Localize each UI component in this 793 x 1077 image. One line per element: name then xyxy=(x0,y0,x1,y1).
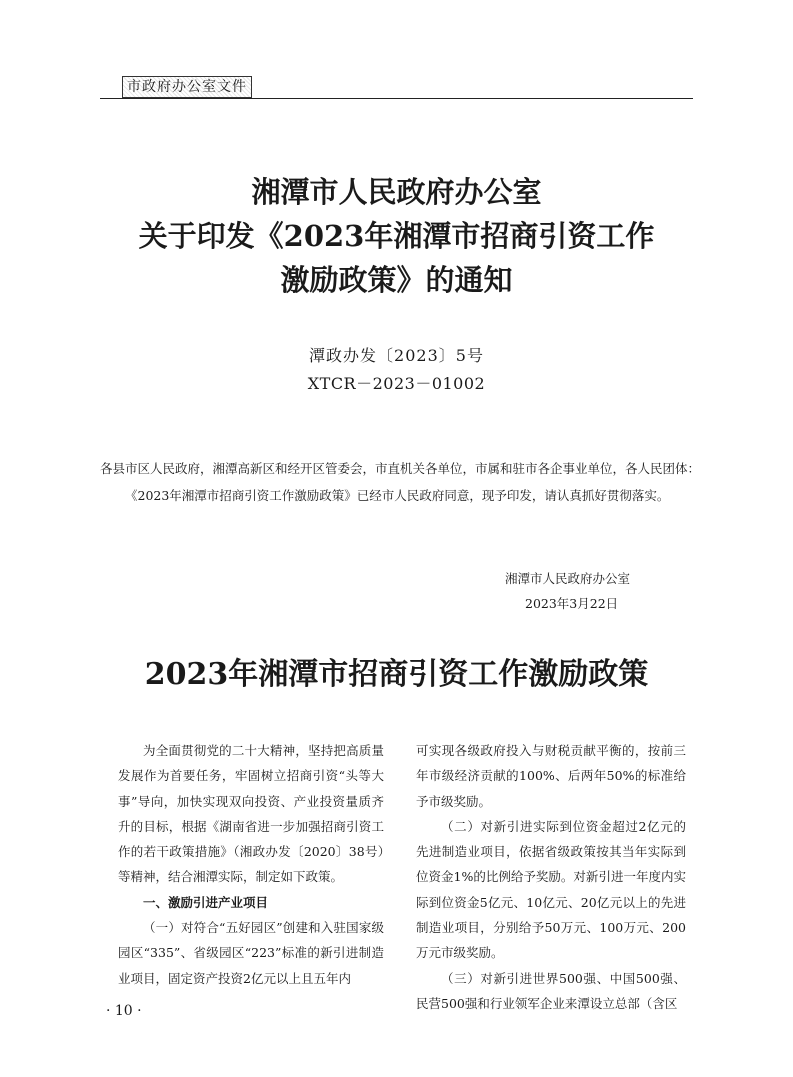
notice-body xyxy=(100,455,700,509)
recipients-list: 各县市区人民政府，湘潭高新区和经开区管委会，市直机关各单位，市属和驻市各企事业单位，各人民团体： xyxy=(100,461,701,476)
policy-item-2: （二）对新引进实际到位资金超过2亿元的先进制造业项目，依据省级政策按其当年实际到位资金1%的比例给予奖励。对新引进一年度内实际到位资金5亿元、10亿元、20亿元以上的先进制造业项目，分别给予50万元、100万元、200万元市级奖励。 xyxy=(416,818,686,961)
policy-column-left xyxy=(118,738,384,991)
document-section-tag: 市政府办公室文件 xyxy=(122,76,252,98)
page-number: · 10 · xyxy=(106,1003,142,1019)
registration-number: XTCR－2023－01002 xyxy=(307,374,486,393)
policy-item-3: （三）对新引进世界500强、中国500强、民营500强和行业领军企业来潭设立总部（含区 xyxy=(416,970,686,1011)
header-rule xyxy=(100,98,693,99)
notice-title xyxy=(100,170,693,302)
issuer-signature: 湘潭市人民政府办公室 xyxy=(505,571,631,586)
section-heading: 一、激励引进产业项目 xyxy=(143,894,269,910)
policy-item-1-part-2: 可实现各级政府投入与财税贡献平衡的，按前三年市级经济贡献的100%、后两年50%的标准给予市级奖励。 xyxy=(416,743,686,809)
notice-title-line-1: 湘潭市人民政府办公室 xyxy=(251,175,542,209)
policy-column-right xyxy=(416,738,686,1016)
policy-item-1-part-1: （一）对符合“五好园区”创建和入驻国家级园区“335”、省级园区“223”标准的新引进制造业项目，固定资产投资2亿元以上且五年内 xyxy=(118,920,384,986)
notice-title-line-2: 关于印发《2023年湘潭市招商引资工作 xyxy=(138,219,655,253)
policy-intro: 为全面贯彻党的二十大精神，坚持把高质量发展作为首要任务，牢固树立招商引资“头等大事”导向，加快实现双向投资、产业投资量质齐升的目标，根据《湖南省进一步加强招商引资工作的若干政策措施》（湘政办发〔2020〕38号）等精神，结合湘潭实际，制定如下政策。 xyxy=(118,743,384,885)
issue-date: 2023年3月22日 xyxy=(525,596,619,611)
document-number: 潭政办发〔2023〕5号 xyxy=(309,346,484,365)
policy-title: 2023年湘潭市招商引资工作激励政策 xyxy=(144,657,649,692)
notice-instruction: 《2023年湘潭市招商引资工作激励政策》已经市人民政府同意，现予印发，请认真抓好贯彻落实。 xyxy=(125,488,670,503)
notice-title-line-3: 激励政策》的通知 xyxy=(280,263,513,297)
document-number-block xyxy=(100,342,693,398)
